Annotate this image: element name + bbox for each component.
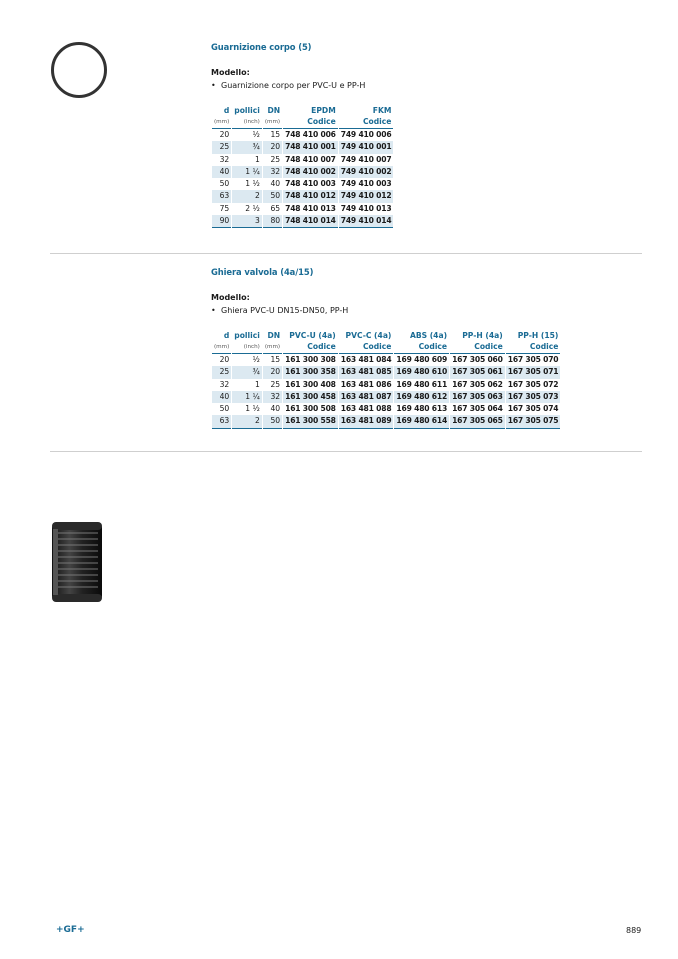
code-cell: 749 410 007 — [340, 154, 392, 164]
modello-label: Modello: — [211, 68, 250, 77]
dimension-cell: 1 ¼ — [232, 166, 262, 178]
code-cell: 748 410 013 — [285, 203, 336, 213]
code-cell: 169 480 610 — [394, 366, 449, 378]
dimension-cell: 25 — [270, 379, 281, 389]
dimension-cell: 40 — [212, 166, 231, 178]
table-subheader-row — [212, 116, 393, 129]
dimension-cell: 25 — [212, 141, 231, 153]
code-cell: 167 305 073 — [506, 391, 561, 403]
dimension-cell: 20 — [263, 141, 282, 153]
gf-logo: +GF+ — [56, 925, 85, 935]
column-header: DN — [267, 106, 281, 115]
dimension-cell: 2 — [232, 415, 262, 428]
code-cell: 167 305 075 — [506, 415, 561, 428]
column-header: PVC-U (4a) — [289, 331, 336, 340]
dimension-cell: 20 — [219, 355, 230, 364]
column-subheader — [263, 116, 282, 129]
dimension-cell: 32 — [263, 391, 282, 403]
code-cell: 161 300 408 — [285, 379, 336, 389]
code-cell: 161 300 458 — [283, 391, 338, 403]
column-header: PP-H (4a) — [462, 331, 503, 340]
unit-label: (inch) — [243, 344, 260, 350]
table-row — [212, 166, 393, 178]
code-cell: 749 410 002 — [339, 166, 394, 178]
code-cell: 167 305 065 — [450, 415, 505, 428]
dimension-cell: 50 — [263, 190, 282, 202]
dimension-cell: 1 — [255, 154, 260, 164]
column-subheader — [263, 341, 282, 354]
dimension-cell: 1 ½ — [245, 404, 260, 414]
model-bullet — [211, 81, 365, 90]
section-union-nut — [0, 253, 678, 452]
code-cell: 167 305 064 — [452, 404, 503, 414]
dimension-cell: 65 — [270, 203, 281, 213]
column-subheader: Codice — [450, 341, 505, 354]
table-row — [212, 379, 560, 391]
code-cell: 163 481 088 — [340, 404, 392, 414]
table-subheader-row — [212, 341, 560, 354]
dimension-cell: 15 — [270, 130, 281, 139]
dimension-cell: 2 ½ — [245, 203, 260, 213]
page-number: 889 — [626, 926, 642, 935]
code-cell: 167 305 062 — [452, 379, 503, 389]
column-subheader — [232, 116, 262, 129]
code-cell: 749 410 006 — [340, 130, 392, 139]
table-row — [212, 141, 393, 153]
column-header: pollici — [234, 106, 260, 115]
column-subheader: Codice — [506, 341, 561, 354]
column-subheader: Codice — [283, 341, 338, 354]
column-header: d — [223, 106, 230, 115]
column-subheader — [232, 341, 262, 354]
code-cell: 169 480 614 — [394, 415, 449, 428]
table-row — [212, 391, 560, 403]
dimension-cell: 20 — [263, 366, 282, 378]
o-ring-image — [51, 42, 107, 98]
code-cell: 161 300 308 — [285, 355, 336, 364]
code-cell: 161 300 358 — [283, 366, 338, 378]
bullet-dot: • — [211, 306, 216, 315]
column-header: PVC-C (4a) — [345, 331, 392, 340]
dimension-cell: 1 ¼ — [232, 391, 262, 403]
union-nut-image — [50, 519, 104, 605]
code-cell: 749 410 014 — [339, 215, 394, 228]
code-cell: 748 410 007 — [285, 154, 336, 164]
dimension-cell: 32 — [219, 154, 230, 164]
table-row — [212, 129, 393, 141]
code-cell: 749 410 003 — [340, 179, 392, 189]
table-row — [212, 203, 393, 215]
dimension-cell: 1 — [255, 379, 260, 389]
section-divider — [50, 451, 642, 452]
code-cell: 748 410 001 — [283, 141, 338, 153]
section-title: Guarnizione corpo (5) — [211, 42, 312, 52]
code-cell: 167 305 060 — [452, 355, 503, 364]
column-subheader: Codice — [339, 341, 394, 354]
table-row — [212, 366, 560, 378]
column-header: d — [223, 331, 230, 340]
table-row — [212, 415, 560, 428]
column-subheader: Codice — [339, 116, 394, 129]
column-header: PP-H (15) — [517, 331, 559, 340]
code-cell: 167 305 063 — [450, 391, 505, 403]
dimension-cell: 50 — [219, 404, 230, 414]
code-cell: 169 480 609 — [396, 355, 448, 364]
dimension-cell: 80 — [263, 215, 282, 228]
bullet-text: Guarnizione corpo per PVC-U e PP-H — [221, 81, 366, 90]
column-header: ABS (4a) — [409, 331, 448, 340]
table-row — [212, 190, 393, 202]
column-header: FKM — [372, 106, 392, 115]
code-cell: 163 481 089 — [339, 415, 394, 428]
table-row — [212, 154, 393, 166]
dimension-cell: 40 — [270, 404, 281, 414]
code-cell: 163 481 085 — [339, 366, 394, 378]
code-cell: 163 481 086 — [340, 379, 392, 389]
code-cell: 748 410 003 — [285, 179, 336, 189]
table-row — [212, 403, 560, 415]
code-cell: 749 410 012 — [339, 190, 394, 202]
bullet-text: Ghiera PVC-U DN15-DN50, PP-H — [221, 306, 349, 315]
dimension-cell: 40 — [270, 179, 281, 189]
dimension-cell: 32 — [263, 166, 282, 178]
table-row — [212, 215, 393, 228]
dimension-cell: 32 — [219, 379, 230, 389]
code-cell: 161 300 508 — [285, 404, 336, 414]
dimension-cell: 63 — [212, 415, 231, 428]
unit-label: (mm) — [264, 344, 281, 350]
dimension-cell: 63 — [212, 190, 231, 202]
column-header: pollici — [234, 331, 260, 340]
dimension-cell: 3 — [232, 215, 262, 228]
unit-label: (inch) — [243, 119, 260, 125]
table-row — [212, 354, 560, 366]
code-cell: 161 300 558 — [283, 415, 338, 428]
column-header: EPDM — [311, 106, 336, 115]
table-header-row — [212, 106, 393, 116]
code-cell: 748 410 012 — [283, 190, 338, 202]
code-cell: 748 410 006 — [285, 130, 336, 139]
code-cell: 163 481 087 — [339, 391, 394, 403]
column-subheader: Codice — [394, 341, 449, 354]
code-cell: 167 305 070 — [507, 355, 559, 364]
table-row — [212, 178, 393, 190]
code-cell: 749 410 001 — [339, 141, 394, 153]
code-cell: 169 480 611 — [396, 379, 448, 389]
dimension-cell: 50 — [219, 179, 230, 189]
dimension-cell: ¾ — [232, 141, 262, 153]
dimension-cell: 25 — [270, 154, 281, 164]
code-cell: 163 481 084 — [340, 355, 392, 364]
column-header: DN — [267, 331, 281, 340]
dimension-cell: 1 ½ — [245, 179, 260, 189]
code-cell: 167 305 061 — [450, 366, 505, 378]
dimension-cell: 75 — [219, 203, 230, 213]
dimension-cell: 15 — [270, 355, 281, 364]
dimension-cell: ½ — [252, 355, 260, 364]
code-cell: 169 480 612 — [394, 391, 449, 403]
unit-label: (mm) — [214, 119, 230, 125]
code-cell: 167 305 072 — [507, 379, 559, 389]
modello-label: Modello: — [211, 293, 250, 302]
bullet-dot: • — [211, 81, 216, 90]
unit-label: (mm) — [214, 344, 230, 350]
section-gasket — [0, 0, 678, 253]
dimension-cell: 40 — [212, 391, 231, 403]
code-cell: 748 410 002 — [283, 166, 338, 178]
code-cell: 167 305 071 — [506, 366, 561, 378]
code-cell: 748 410 014 — [283, 215, 338, 228]
dimension-cell: ½ — [252, 130, 260, 139]
column-subheader — [212, 116, 231, 129]
section-title: Ghiera valvola (4a/15) — [211, 267, 314, 277]
column-subheader — [212, 341, 231, 354]
model-bullet — [211, 306, 348, 315]
dimension-cell: 90 — [212, 215, 231, 228]
dimension-cell: ¾ — [232, 366, 262, 378]
dimension-cell: 20 — [219, 130, 230, 139]
dimension-cell: 2 — [232, 190, 262, 202]
dimension-cell: 50 — [263, 415, 282, 428]
union-nut-table — [211, 331, 561, 429]
unit-label: (mm) — [264, 119, 281, 125]
code-cell: 167 305 074 — [507, 404, 559, 414]
gasket-table — [211, 106, 394, 228]
dimension-cell: 25 — [212, 366, 231, 378]
column-subheader: Codice — [283, 116, 338, 129]
code-cell: 169 480 613 — [396, 404, 448, 414]
code-cell: 749 410 013 — [340, 203, 392, 213]
table-header-row — [212, 331, 560, 341]
